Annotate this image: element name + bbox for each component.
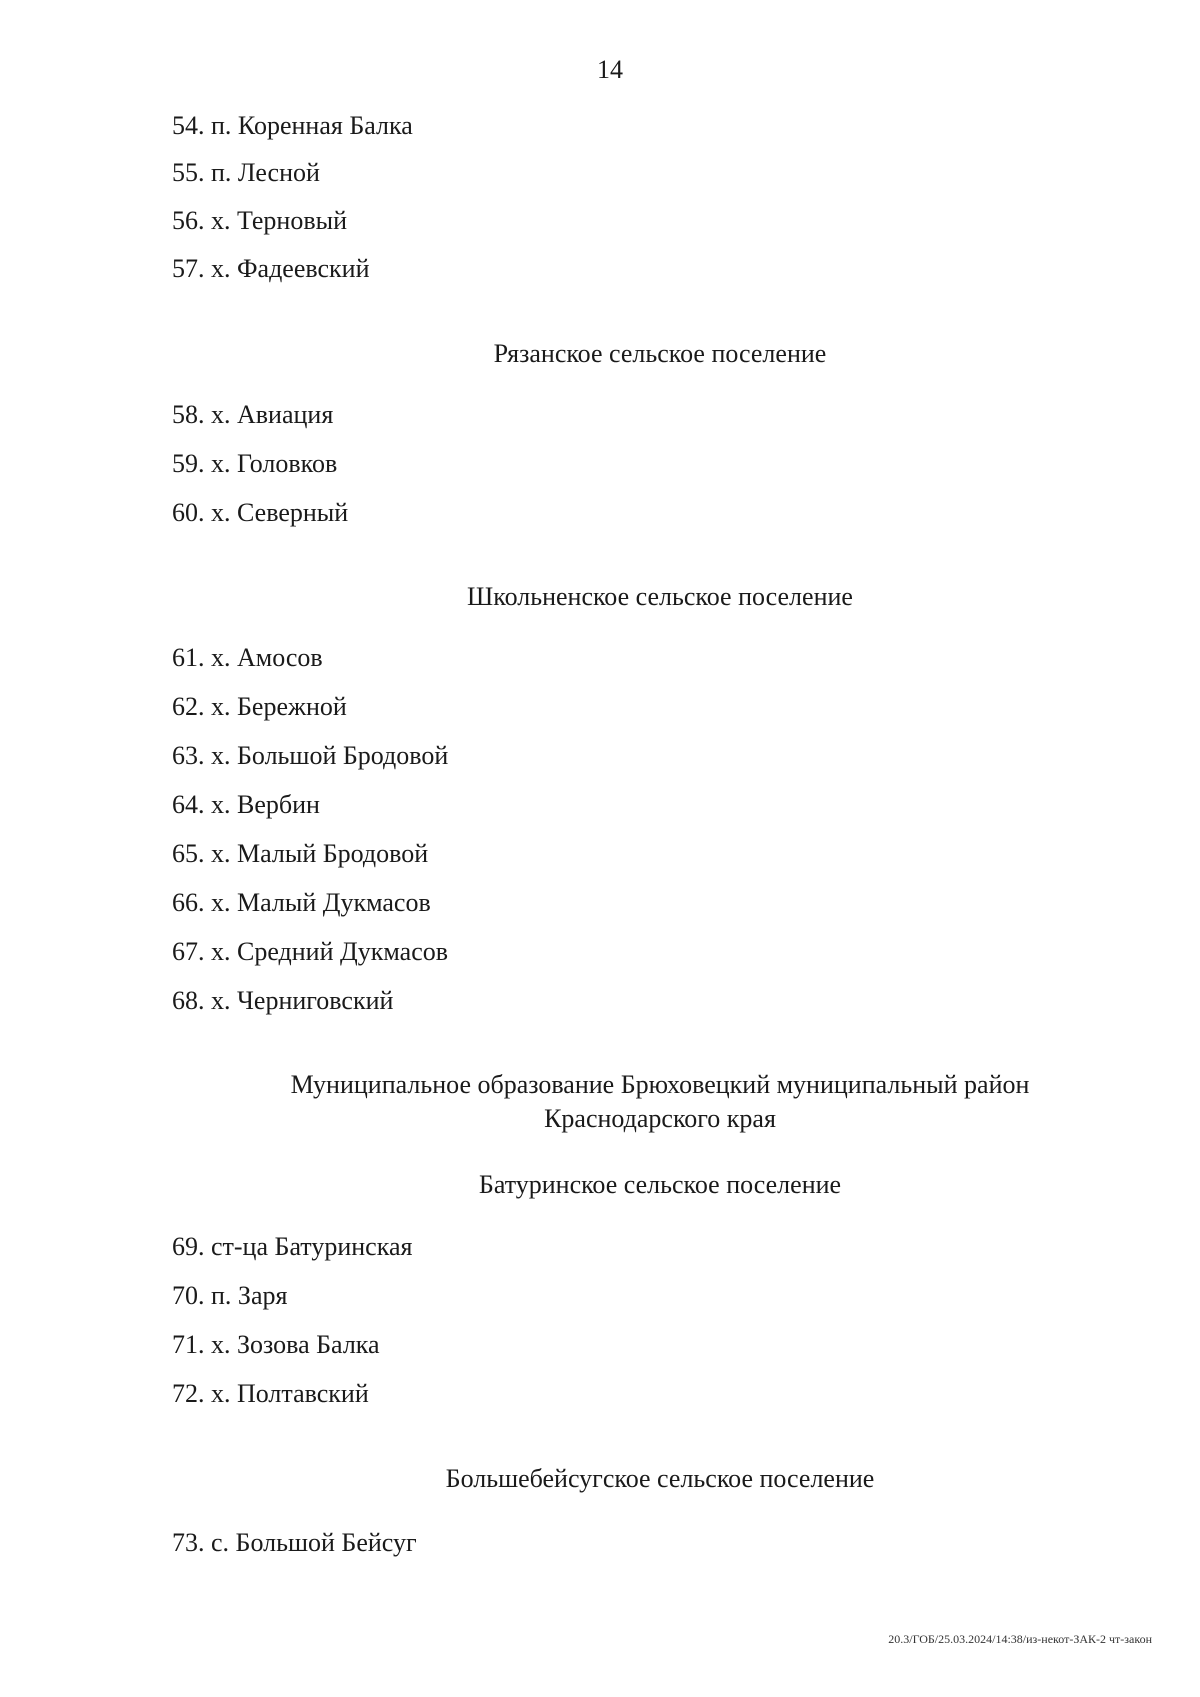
item-text: х. Вербин [211,790,320,819]
list-item [172,643,323,673]
list-item [172,839,428,869]
item-text: х. Головков [211,449,338,478]
item-number: 70. [172,1281,205,1310]
item-number: 57. [172,254,205,283]
section-heading-bolshebeysugskoe: Большебейсугское сельское поселение [445,1464,875,1493]
item-text: х. Средний Дукмасов [211,937,449,966]
item-number: 67. [172,937,205,966]
list-item [172,888,431,918]
item-number: 59. [172,449,205,478]
list-item [172,111,413,141]
item-number: 63. [172,741,205,770]
section-heading-municipal-line2: Краснодарского края [544,1104,776,1133]
item-text: х. Полтавский [211,1379,369,1408]
list-item [172,158,320,188]
item-number: 69. [172,1232,205,1261]
item-text: п. Коренная Балка [211,111,413,140]
list-item [172,741,448,771]
item-text: х. Терновый [211,206,348,235]
item-text: х. Амосов [211,643,323,672]
list-item [172,206,347,236]
item-number: 54. [172,111,205,140]
list-item [172,449,337,479]
item-text: х. Авиация [211,400,334,429]
item-number: 56. [172,206,205,235]
list-item [172,1379,369,1409]
item-text: с. Большой Бейсуг [211,1528,417,1557]
list-item [172,937,448,967]
item-text: х. Фадеевский [211,254,370,283]
list-item [172,1528,417,1558]
list-item [172,790,320,820]
item-number: 64. [172,790,205,819]
list-item [172,498,348,528]
item-number: 66. [172,888,205,917]
item-number: 68. [172,986,205,1015]
section-heading-ryazanskoe: Рязанское сельское поселение [493,339,827,368]
item-number: 73. [172,1528,205,1557]
page-number: 14 [597,55,623,84]
list-item [172,1281,287,1311]
document-footer-code: 20.3/ГОБ/25.03.2024/14:38/из-некот-ЗАК-2 чт-закон [888,1632,1152,1646]
item-text: х. Большой Бродовой [211,741,449,770]
list-item [172,692,347,722]
item-number: 71. [172,1330,205,1359]
item-number: 72. [172,1379,205,1408]
list-item [172,986,393,1016]
item-number: 61. [172,643,205,672]
list-item [172,400,333,430]
list-item [172,254,370,284]
list-item [172,1330,380,1360]
item-text: х. Северный [211,498,349,527]
item-number: 62. [172,692,205,721]
item-number: 60. [172,498,205,527]
section-heading-baturinskoe: Батуринское сельское поселение [478,1170,842,1199]
item-text: х. Зозова Балка [211,1330,380,1359]
item-text: п. Лесной [211,158,320,187]
item-number: 65. [172,839,205,868]
item-text: п. Заря [211,1281,288,1310]
item-text: х. Бережной [211,692,347,721]
section-heading-shkolnenskoe: Школьненское сельское поселение [467,582,853,611]
item-number: 55. [172,158,205,187]
item-text: х. Черниговский [211,986,394,1015]
list-item [172,1232,412,1262]
item-text: х. Малый Бродовой [211,839,429,868]
item-text: ст-ца Батуринская [211,1232,413,1261]
item-text: х. Малый Дукмасов [211,888,431,917]
item-number: 58. [172,400,205,429]
section-heading-municipal: Муниципальное образование Брюховецкий муниципальный район [290,1070,1030,1099]
